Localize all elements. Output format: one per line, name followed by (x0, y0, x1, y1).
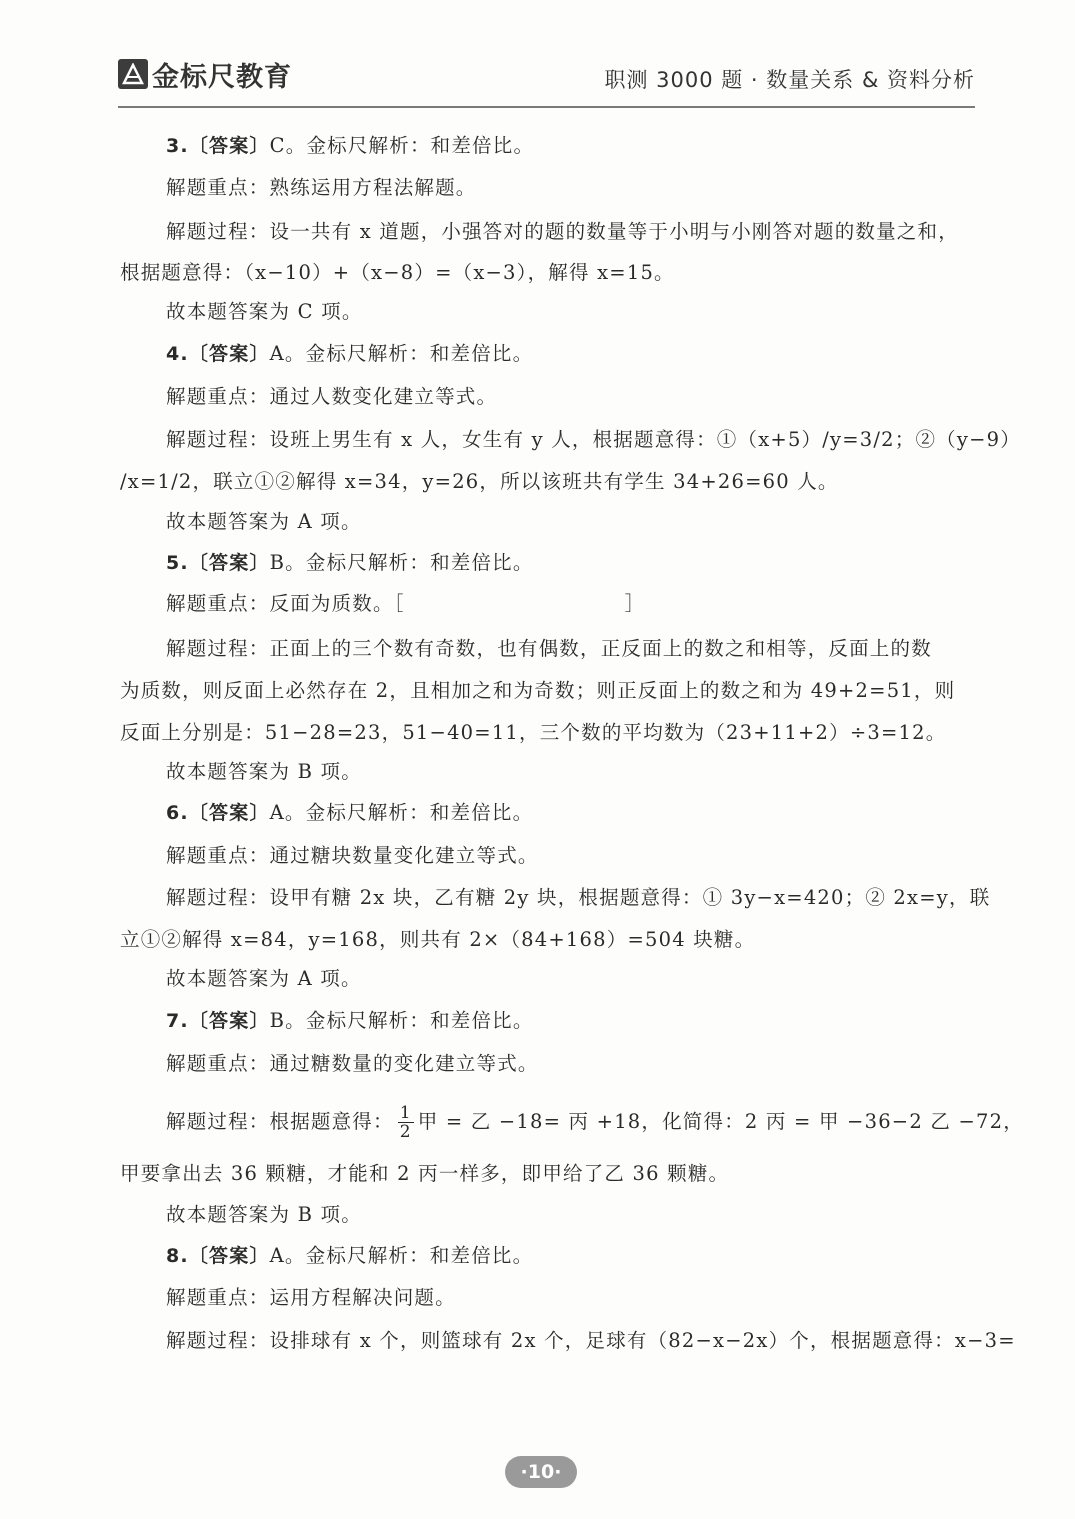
conclusion-3: 故本题答案为 C 项。 (166, 300, 363, 323)
process-3-line-1: 解题过程：设一共有 x 道题，小强答对的题的数量等于小明与小刚答对题的数量之和， (166, 220, 959, 243)
process-3-line-2: 根据题意得：（x−10）+（x−8）=（x−3），解得 x=15。 (120, 261, 675, 284)
conclusion-4: 故本题答案为 A 项。 (166, 510, 362, 533)
process-8-line-1: 解题过程：设排球有 x 个，则篮球有 2x 个，足球有（82−x−2x）个，根据题意得：x−3= (166, 1329, 1016, 1352)
key-point-4: 解题重点：通过人数变化建立等式。 (166, 385, 498, 408)
key-point-8: 解题重点：运用方程解决问题。 (166, 1286, 456, 1309)
answer-heading-3: 3.〔答案〕C。金标尺解析：和差倍比。 (166, 134, 535, 157)
conclusion-5: 故本题答案为 B 项。 (166, 760, 362, 783)
key-point-6: 解题重点：通过糖块数量变化建立等式。 (166, 844, 539, 867)
answer-heading-4: 4.〔答案〕A。金标尺解析：和差倍比。 (166, 342, 534, 365)
brand-logo (118, 56, 292, 92)
answer-heading-8: 8.〔答案〕A。金标尺解析：和差倍比。 (166, 1244, 534, 1267)
key-point-7: 解题重点：通过糖数量的变化建立等式。 (166, 1052, 539, 1075)
process-4-line-1: 解题过程：设班上男生有 x 人，女生有 y 人，根据题意得：①（x+5）/y=3/2；②（y−9） (166, 428, 1021, 451)
answer-heading-5: 5.〔答案〕B。金标尺解析：和差倍比。 (166, 551, 534, 574)
answer-heading-6: 6.〔答案〕A。金标尺解析：和差倍比。 (166, 801, 534, 824)
page-header (118, 52, 975, 108)
conclusion-7: 故本题答案为 B 项。 (166, 1203, 362, 1226)
page-number: ·10· (505, 1456, 577, 1488)
key-point-3: 解题重点：熟练运用方程法解题。 (166, 176, 477, 199)
ruler-logo-icon (118, 59, 148, 89)
logo-text: 金标尺教育 (152, 61, 292, 93)
process-5-line-2: 为质数，则反面上必然存在 2，且相加之和为奇数；则正反面上的数之和为 49+2=51，则 (120, 679, 956, 702)
conclusion-6: 故本题答案为 A 项。 (166, 967, 362, 990)
process-4-line-2: /x=1/2，联立①②解得 x=34，y=26，所以该班共有学生 34+26=60 人。 (120, 470, 839, 493)
process-7-line-2: 甲要拿出去 36 颗糖，才能和 2 丙一样多，即甲给了乙 36 颗糖。 (120, 1162, 730, 1185)
process-5-line-3: 反面上分别是：51−28=23，51−40=11，三个数的平均数为（23+11+2）÷3=12。 (120, 721, 947, 744)
fraction-one-half: $\frac{1}{2}$ (399, 1103, 412, 1142)
process-7-line-1: 解题过程：根据题意得： $\frac{1}{2}$ 甲 = 乙 −18= 丙 +18，化简得：2 丙 = 甲 −36−2 乙 −72， (166, 1103, 1024, 1142)
key-point-5: 解题重点：反面为质数。［ ］ (166, 592, 646, 615)
process-5-line-1: 解题过程：正面上的三个数有奇数，也有偶数，正反面上的数之和相等，反面上的数 (166, 637, 932, 660)
process-6-line-1: 解题过程：设甲有糖 2x 块，乙有糖 2y 块，根据题意得：① 3y−x=420；② 2x=y，联 (166, 886, 991, 909)
book-title: 职测 3000 题 · 数量关系 & 资料分析 (604, 68, 975, 92)
answer-heading-7: 7.〔答案〕B。金标尺解析：和差倍比。 (166, 1009, 534, 1032)
process-6-line-2: 立①②解得 x=84，y=168，则共有 2×（84+168）=504 块糖。 (120, 928, 756, 951)
